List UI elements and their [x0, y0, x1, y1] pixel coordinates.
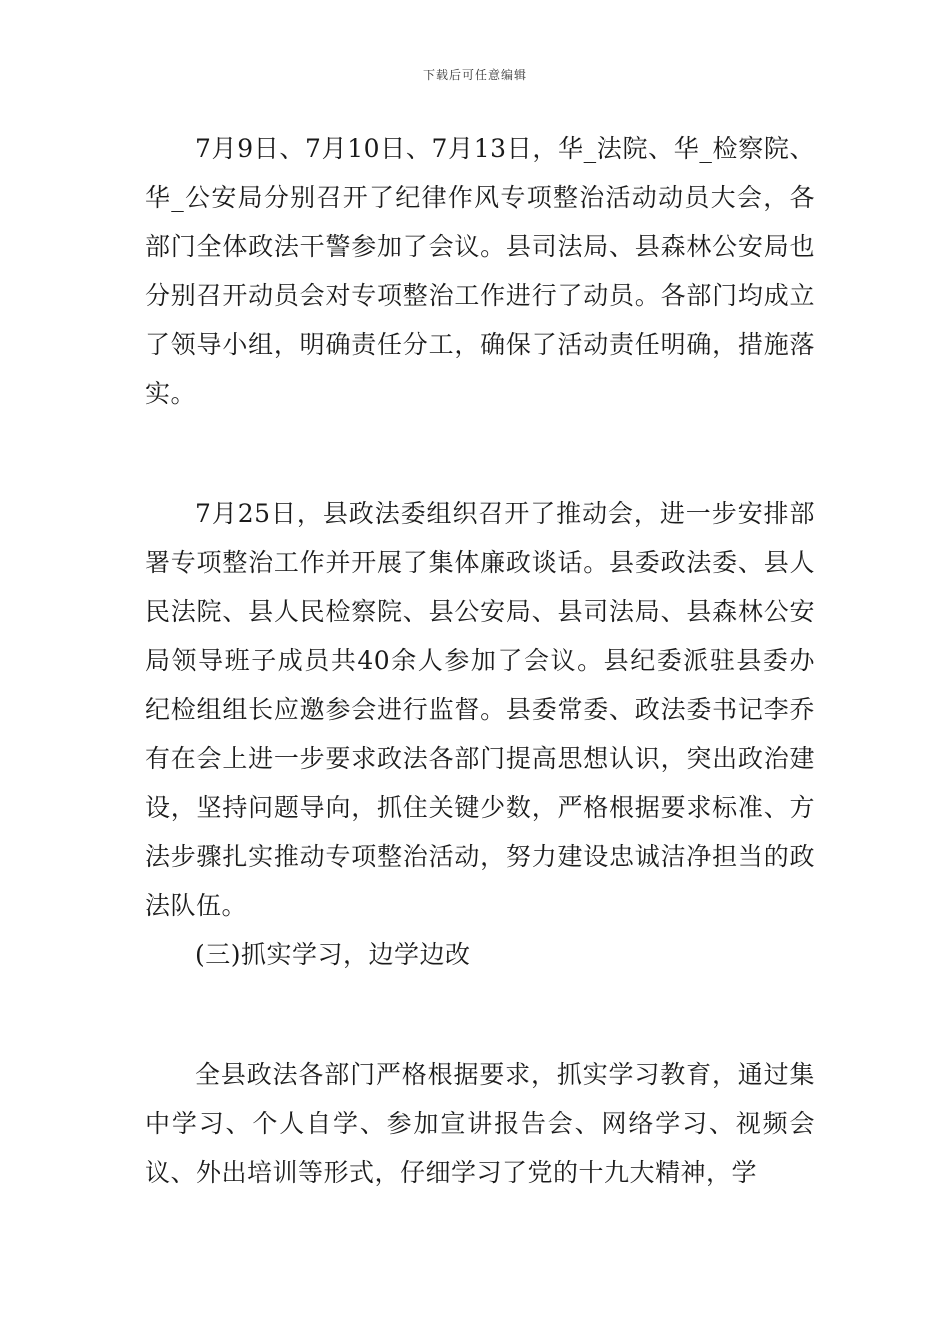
document-body	[145, 124, 815, 1197]
page-header-note: 下载后可任意编辑	[422, 68, 527, 82]
section-heading: (三)抓实学习，边学边改	[195, 940, 471, 969]
paragraph-promotion-meeting: 7月25日，县政法委组织召开了推动会，进一步安排部署专项整治工作并开展了集体廉政谈话。县委政法委、县人民法院、县人民检察院、县公安局、县司法局、县森林公安局领导班子成员共40余人参加了会议。县纪委派驻县委办纪检组组长应邀参会进行监督。县委常委、政法委书记李乔有在会上进一步要求政法各部门提高思想认识，突出政治建设，坚持问题导向，抓住关键少数，严格根据要求标准、方法步骤扎实推动专项整治活动，努力建设忠诚洁净担当的政法队伍。	[145, 499, 815, 920]
paragraph-mobilization-meetings: 7月9日、7月10日、7月13日，华_法院、华_检察院、华_公安局分别召开了纪律作风专项整治活动动员大会，各部门全体政法干警参加了会议。县司法局、县森林公安局也分别召开动员会对专项整治工作进行了动员。各部门均成立了领导小组，明确责任分工，确保了活动责任明确，措施落实。	[145, 134, 815, 408]
paragraph-study-education: 全县政法各部门严格根据要求，抓实学习教育，通过集中学习、个人自学、参加宣讲报告会、网络学习、视频会议、外出培训等形式，仔细学习了党的十九大精神，学	[145, 1060, 815, 1187]
